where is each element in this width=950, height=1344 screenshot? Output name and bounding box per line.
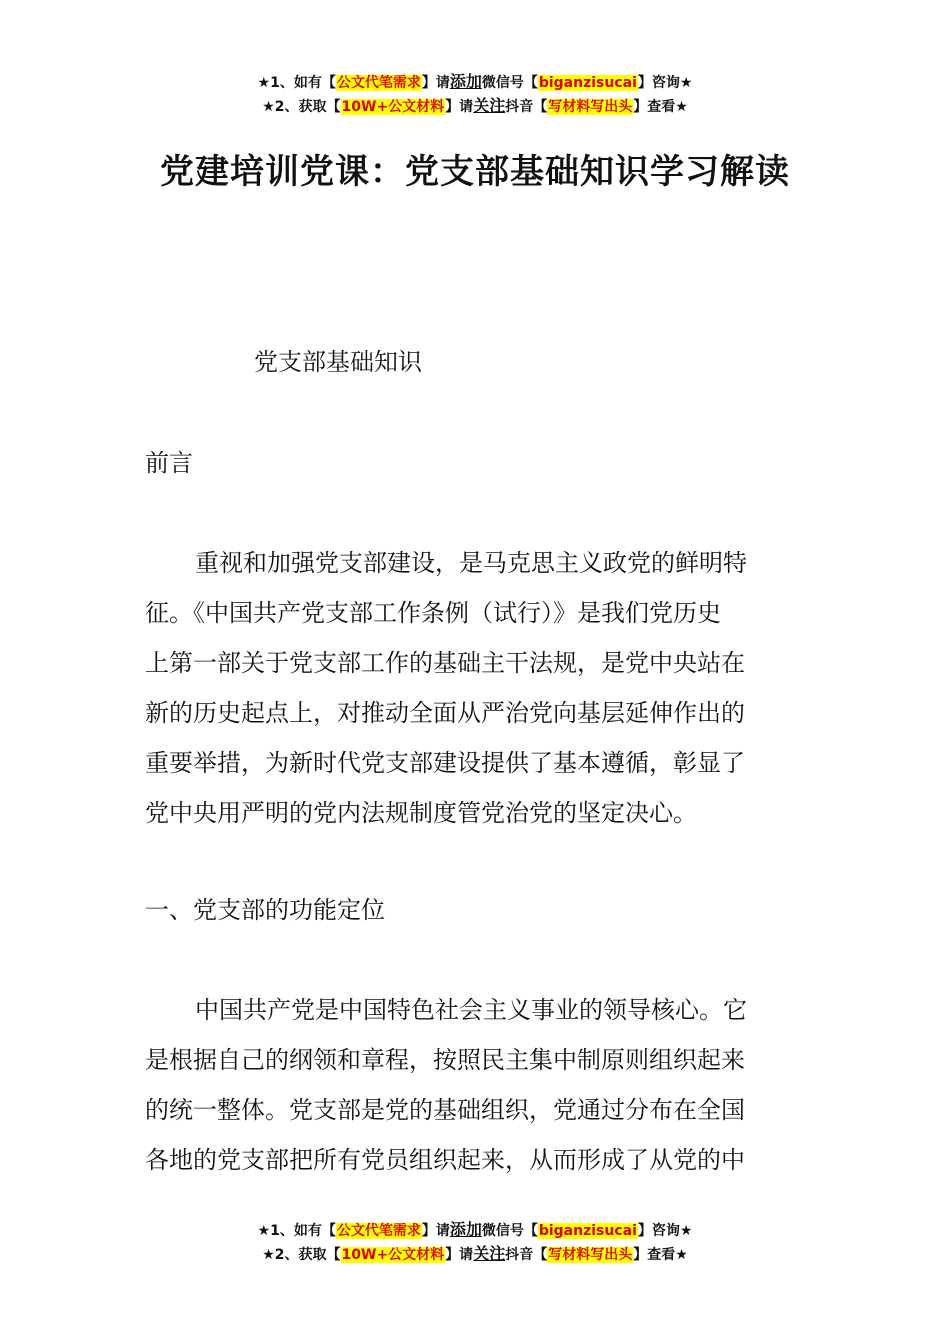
paragraph-line: 党中央用严明的党内法规制度管党治党的坚定决心。 xyxy=(145,799,697,827)
banner-emphasis: 关注 xyxy=(473,1244,506,1263)
banner-text: ★1、如有【 xyxy=(257,1223,336,1239)
banner-highlight: 10W+公文材料 xyxy=(341,99,445,115)
banner-text: 微信号【 xyxy=(481,1223,538,1239)
banner-emphasis: 关注 xyxy=(473,96,506,115)
paragraph-line: 重要举措，为新时代党支部建设提供了基本遵循，彰显了 xyxy=(145,749,745,777)
banner-line-1 xyxy=(0,1218,950,1242)
document-title: 党建培训党课：党支部基础知识学习解读 xyxy=(160,152,790,192)
banner-highlight: 10W+公文材料 xyxy=(341,1247,445,1263)
banner-line-1 xyxy=(0,70,950,94)
banner-text: 微信号【 xyxy=(481,75,538,91)
paragraph-line: 是根据自己的纲领和章程，按照民主集中制原则组织起来 xyxy=(145,1046,745,1074)
banner-emphasis: 添加 xyxy=(449,72,482,91)
banner-text: 抖音【 xyxy=(505,99,548,115)
banner-text: 】请 xyxy=(445,99,474,115)
preface-paragraph xyxy=(145,538,810,838)
banner-wechat-id: biganzisucai xyxy=(538,75,637,91)
bottom-banner xyxy=(0,1218,950,1266)
paragraph-line: 的统一整体。党支部是党的基础组织，党通过分布在全国 xyxy=(145,1096,745,1124)
banner-text: ★2、获取【 xyxy=(262,99,341,115)
banner-text: 】请 xyxy=(445,1247,474,1263)
banner-text: ★1、如有【 xyxy=(257,75,336,91)
banner-highlight: 写材料写出头 xyxy=(548,99,633,115)
banner-line-2 xyxy=(0,1242,950,1266)
paragraph-line: 新的历史起点上，对推动全面从严治党向基层延伸作出的 xyxy=(145,699,745,727)
banner-highlight: 公文代笔需求 xyxy=(336,1223,421,1239)
banner-text: 】咨询★ xyxy=(637,75,693,91)
section-heading: 一、党支部的功能定位 xyxy=(145,896,385,924)
paragraph-line: 重视和加强党支部建设，是马克思主义政党的鲜明特 xyxy=(195,549,747,577)
banner-text: 】请 xyxy=(421,75,450,91)
banner-wechat-id: biganzisucai xyxy=(538,1223,637,1239)
banner-text: 】咨询★ xyxy=(637,1223,693,1239)
paragraph-line: 中国共产党是中国特色社会主义事业的领导核心。它 xyxy=(195,996,747,1024)
banner-text: 】请 xyxy=(421,1223,450,1239)
paragraph-line: 各地的党支部把所有党员组织起来，从而形成了从党的中 xyxy=(145,1146,745,1174)
banner-text: 】查看★ xyxy=(633,99,688,115)
paragraph-line: 征。《中国共产党支部工作条例（试行）》是我们党历史 xyxy=(145,599,721,627)
banner-text: 】查看★ xyxy=(633,1247,688,1263)
banner-line-2 xyxy=(0,94,950,118)
banner-highlight: 写材料写出头 xyxy=(548,1247,633,1263)
document-subtitle: 党支部基础知识 xyxy=(254,348,422,376)
section-paragraph xyxy=(145,985,810,1185)
preface-heading: 前言 xyxy=(145,449,193,477)
paragraph-line: 上第一部关于党支部工作的基础主干法规，是党中央站在 xyxy=(145,649,745,677)
banner-text: ★2、获取【 xyxy=(262,1247,341,1263)
banner-text: 抖音【 xyxy=(505,1247,548,1263)
banner-highlight: 公文代笔需求 xyxy=(336,75,421,91)
banner-emphasis: 添加 xyxy=(449,1220,482,1239)
top-banner xyxy=(0,70,950,118)
